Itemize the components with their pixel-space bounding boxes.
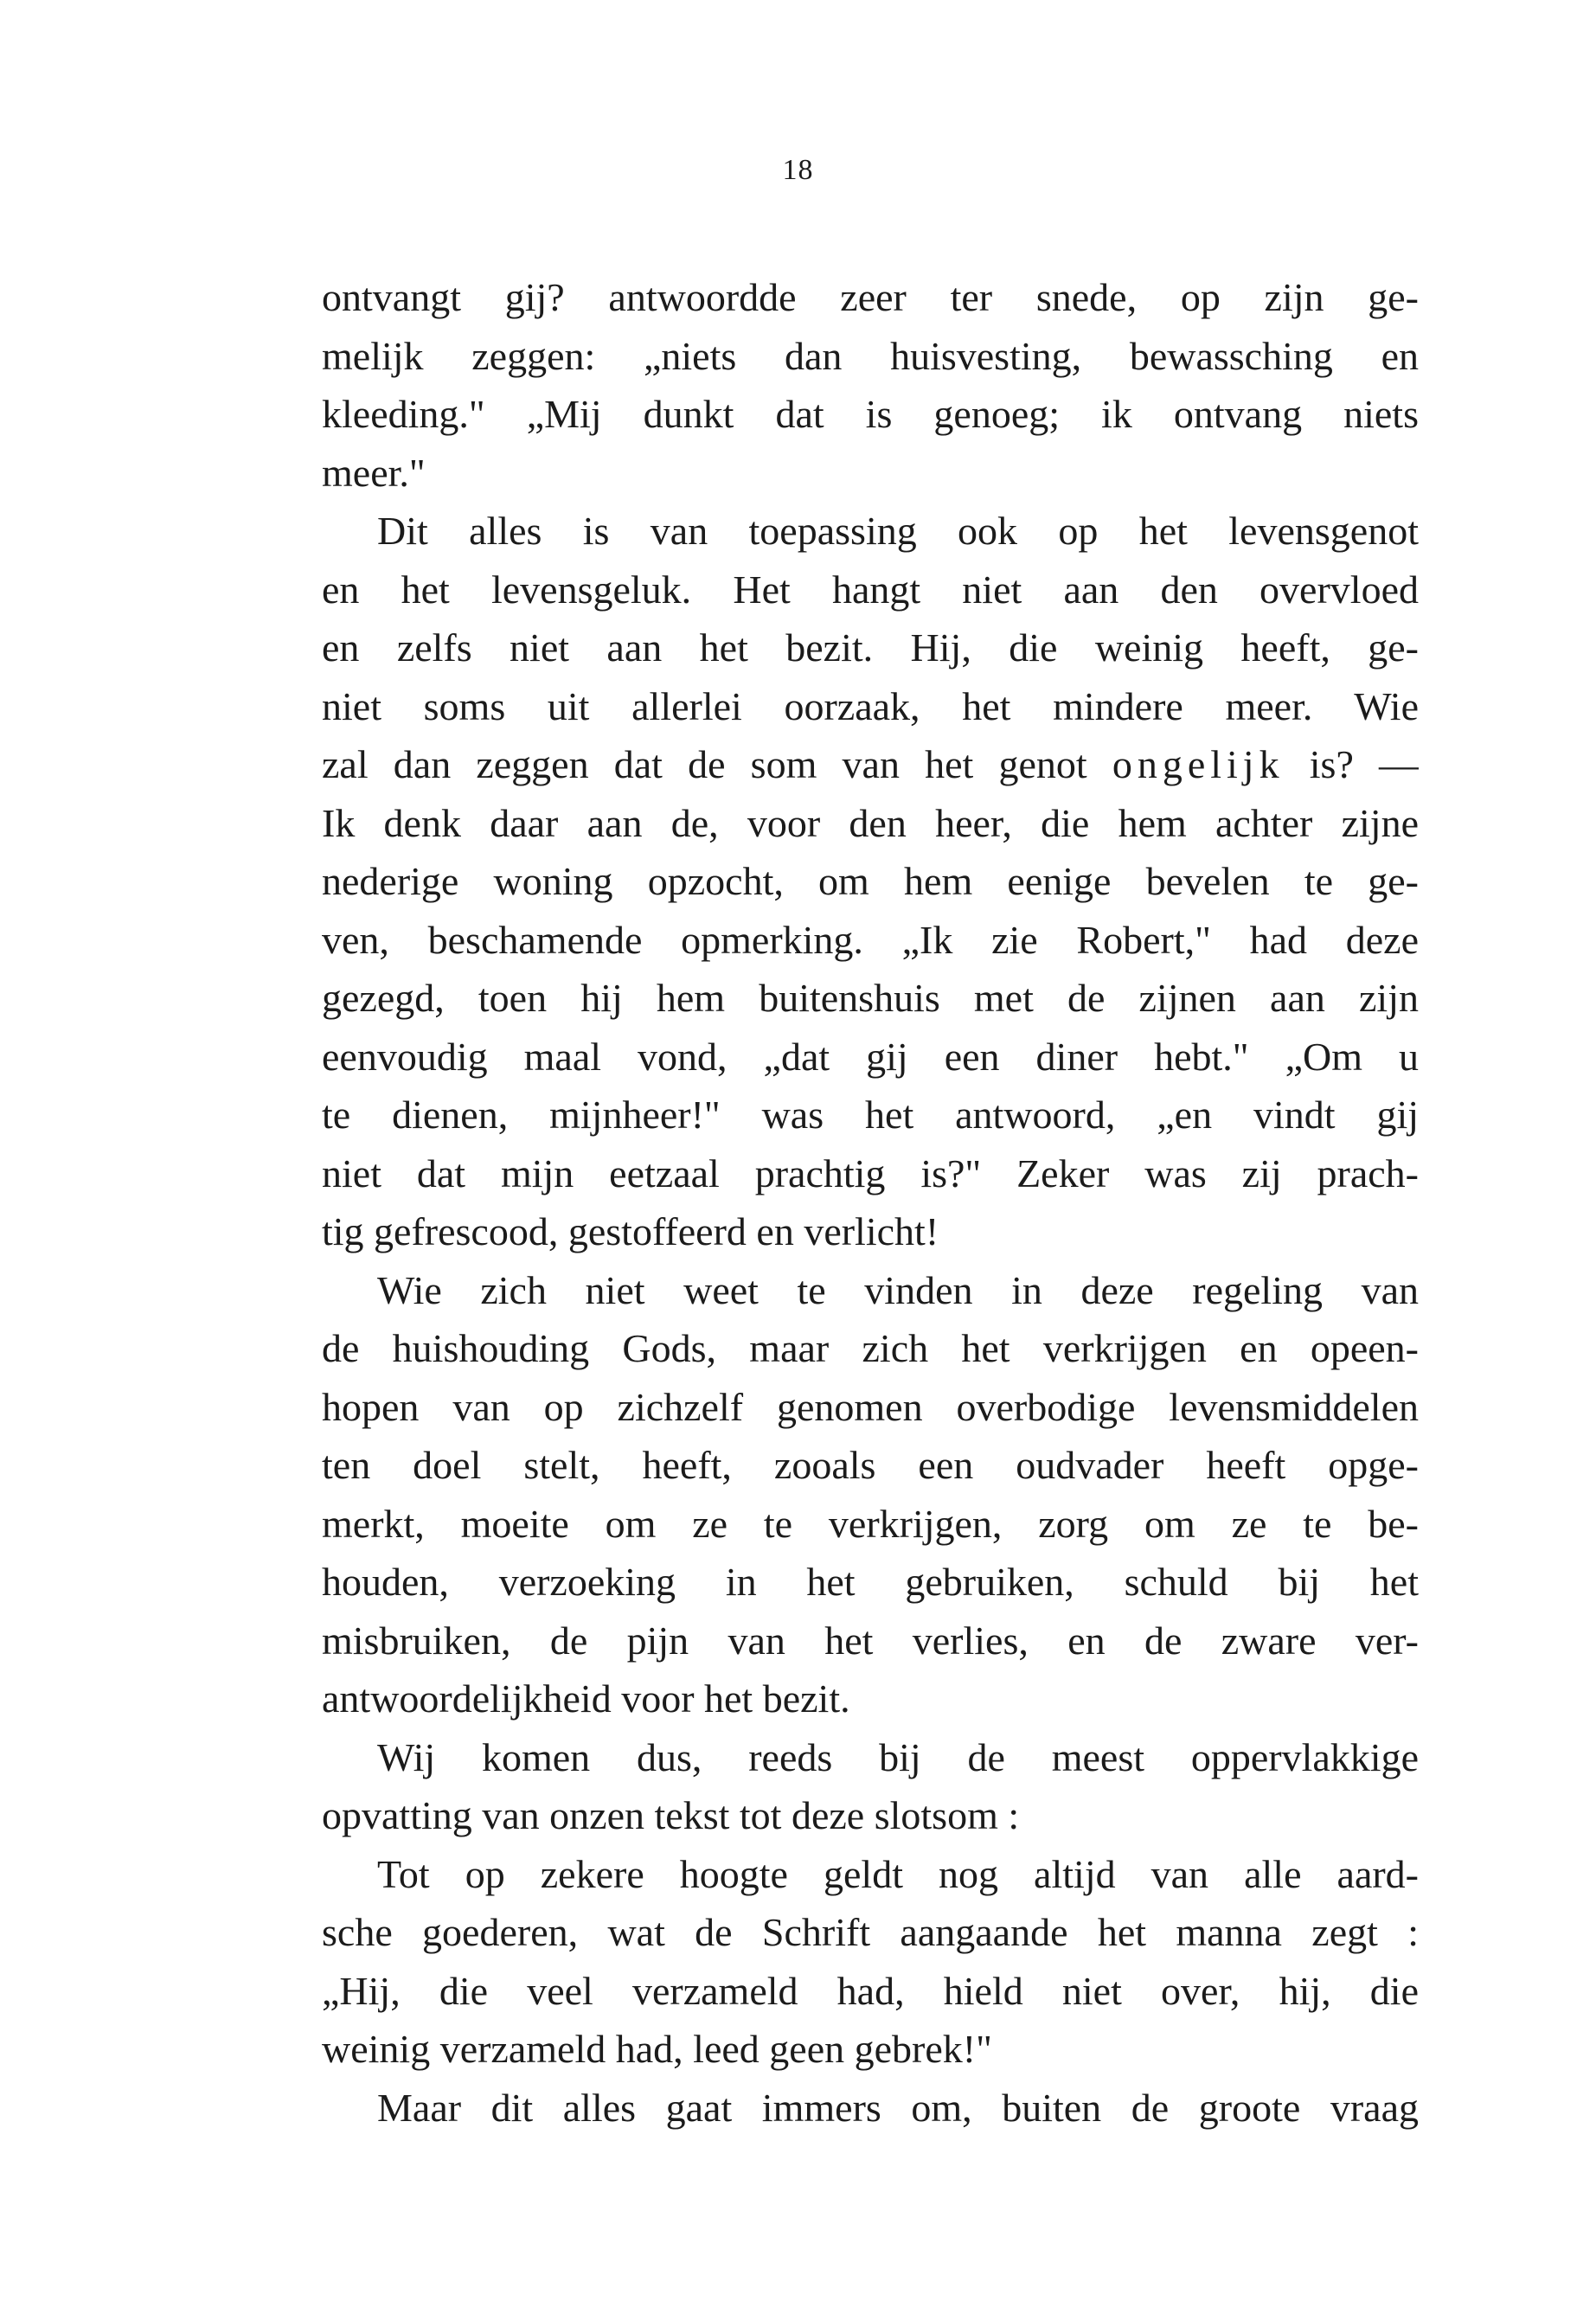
text-line: Ik denk daar aan de, voor den heer, die hem achter zijne xyxy=(322,800,1419,845)
text-span: zal dan zeggen dat de som van het genot xyxy=(322,742,1087,786)
text-line: meer." xyxy=(322,450,426,495)
text-line: Tot op zekere hoogte geldt nog altijd van alle aard- xyxy=(377,1851,1419,1896)
text-line: „Hij, die veel verzameld had, hield niet over, hij, die xyxy=(322,1968,1419,2013)
text-line: gezegd, toen hij hem buitenshuis met de zijnen aan zijn xyxy=(322,976,1419,1020)
text-line: Wie zich niet weet te vinden in deze regeling van xyxy=(377,1267,1419,1312)
text-line: de huishouding Gods, maar zich het verkrijgen en opeen- xyxy=(322,1326,1419,1370)
text-line-with-emphasis xyxy=(322,735,1419,794)
text-line: en zelfs niet aan het bezit. Hij, die weinig heeft, ge- xyxy=(322,625,1419,670)
text-line: hopen van op zichzelf genomen overbodige levensmiddelen xyxy=(322,1384,1419,1429)
text-line: ten doel stelt, heeft, zooals een oudvader heeft opge- xyxy=(322,1443,1419,1487)
text-line: kleeding." „Mij dunkt dat is genoeg; ik ontvang niets xyxy=(322,392,1419,436)
text-line: weinig verzameld had, leed geen gebrek!" xyxy=(322,2027,992,2071)
text-line: sche goederen, wat de Schrift aangaande het manna zegt : xyxy=(322,1910,1419,1954)
text-line: niet dat mijn eetzaal prachtig is?" Zeker was zij prach- xyxy=(322,1150,1419,1195)
text-line: melijk zeggen: „niets dan huisvesting, bewassching en xyxy=(322,333,1419,378)
text-line: houden, verzoeking in het gebruiken, schuld bij het xyxy=(322,1560,1419,1604)
text-line: Maar dit alles gaat immers om, buiten de groote vraag xyxy=(377,2085,1419,2130)
text-line: nederige woning opzocht, om hem eenige bevelen te ge- xyxy=(322,859,1419,903)
text-line: te dienen, mijnheer!" was het antwoord, „en vindt gij xyxy=(322,1093,1419,1137)
text-line: Wij komen dus, reeds bij de meest oppervlakkige xyxy=(377,1734,1419,1779)
text-line: eenvoudig maal vond, „dat gij een diner hebt." „Om u xyxy=(322,1034,1419,1079)
text-line: ontvangt gij? antwoordde zeer ter snede, op zijn ge- xyxy=(322,275,1419,319)
body-text xyxy=(322,268,1419,2137)
text-line: merkt, moeite om ze te verkrijgen, zorg om ze te be- xyxy=(322,1501,1419,1546)
text-line: misbruiken, de pijn van het verlies, en de zware ver- xyxy=(322,1618,1419,1663)
text-line: opvatting van onzen tekst tot deze slotsom : xyxy=(322,1793,1020,1837)
text-line: niet soms uit allerlei oorzaak, het mindere meer. Wie xyxy=(322,683,1419,728)
text-line: Dit alles is van toepassing ook op het levensgenot xyxy=(377,509,1419,553)
page-number: 18 xyxy=(782,154,814,186)
emphasized-word: ongelijk xyxy=(1112,742,1285,786)
text-line: en het levensgeluk. Het hangt niet aan den overvloed xyxy=(322,567,1419,612)
text-line: antwoordelijkheid voor het bezit. xyxy=(322,1676,850,1721)
text-line: tig gefrescood, gestoffeerd en verlicht! xyxy=(322,1209,939,1253)
text-span: is? — xyxy=(1309,742,1419,786)
text-line: ven, beschamende opmerking. „Ik zie Robert," had deze xyxy=(322,917,1419,962)
